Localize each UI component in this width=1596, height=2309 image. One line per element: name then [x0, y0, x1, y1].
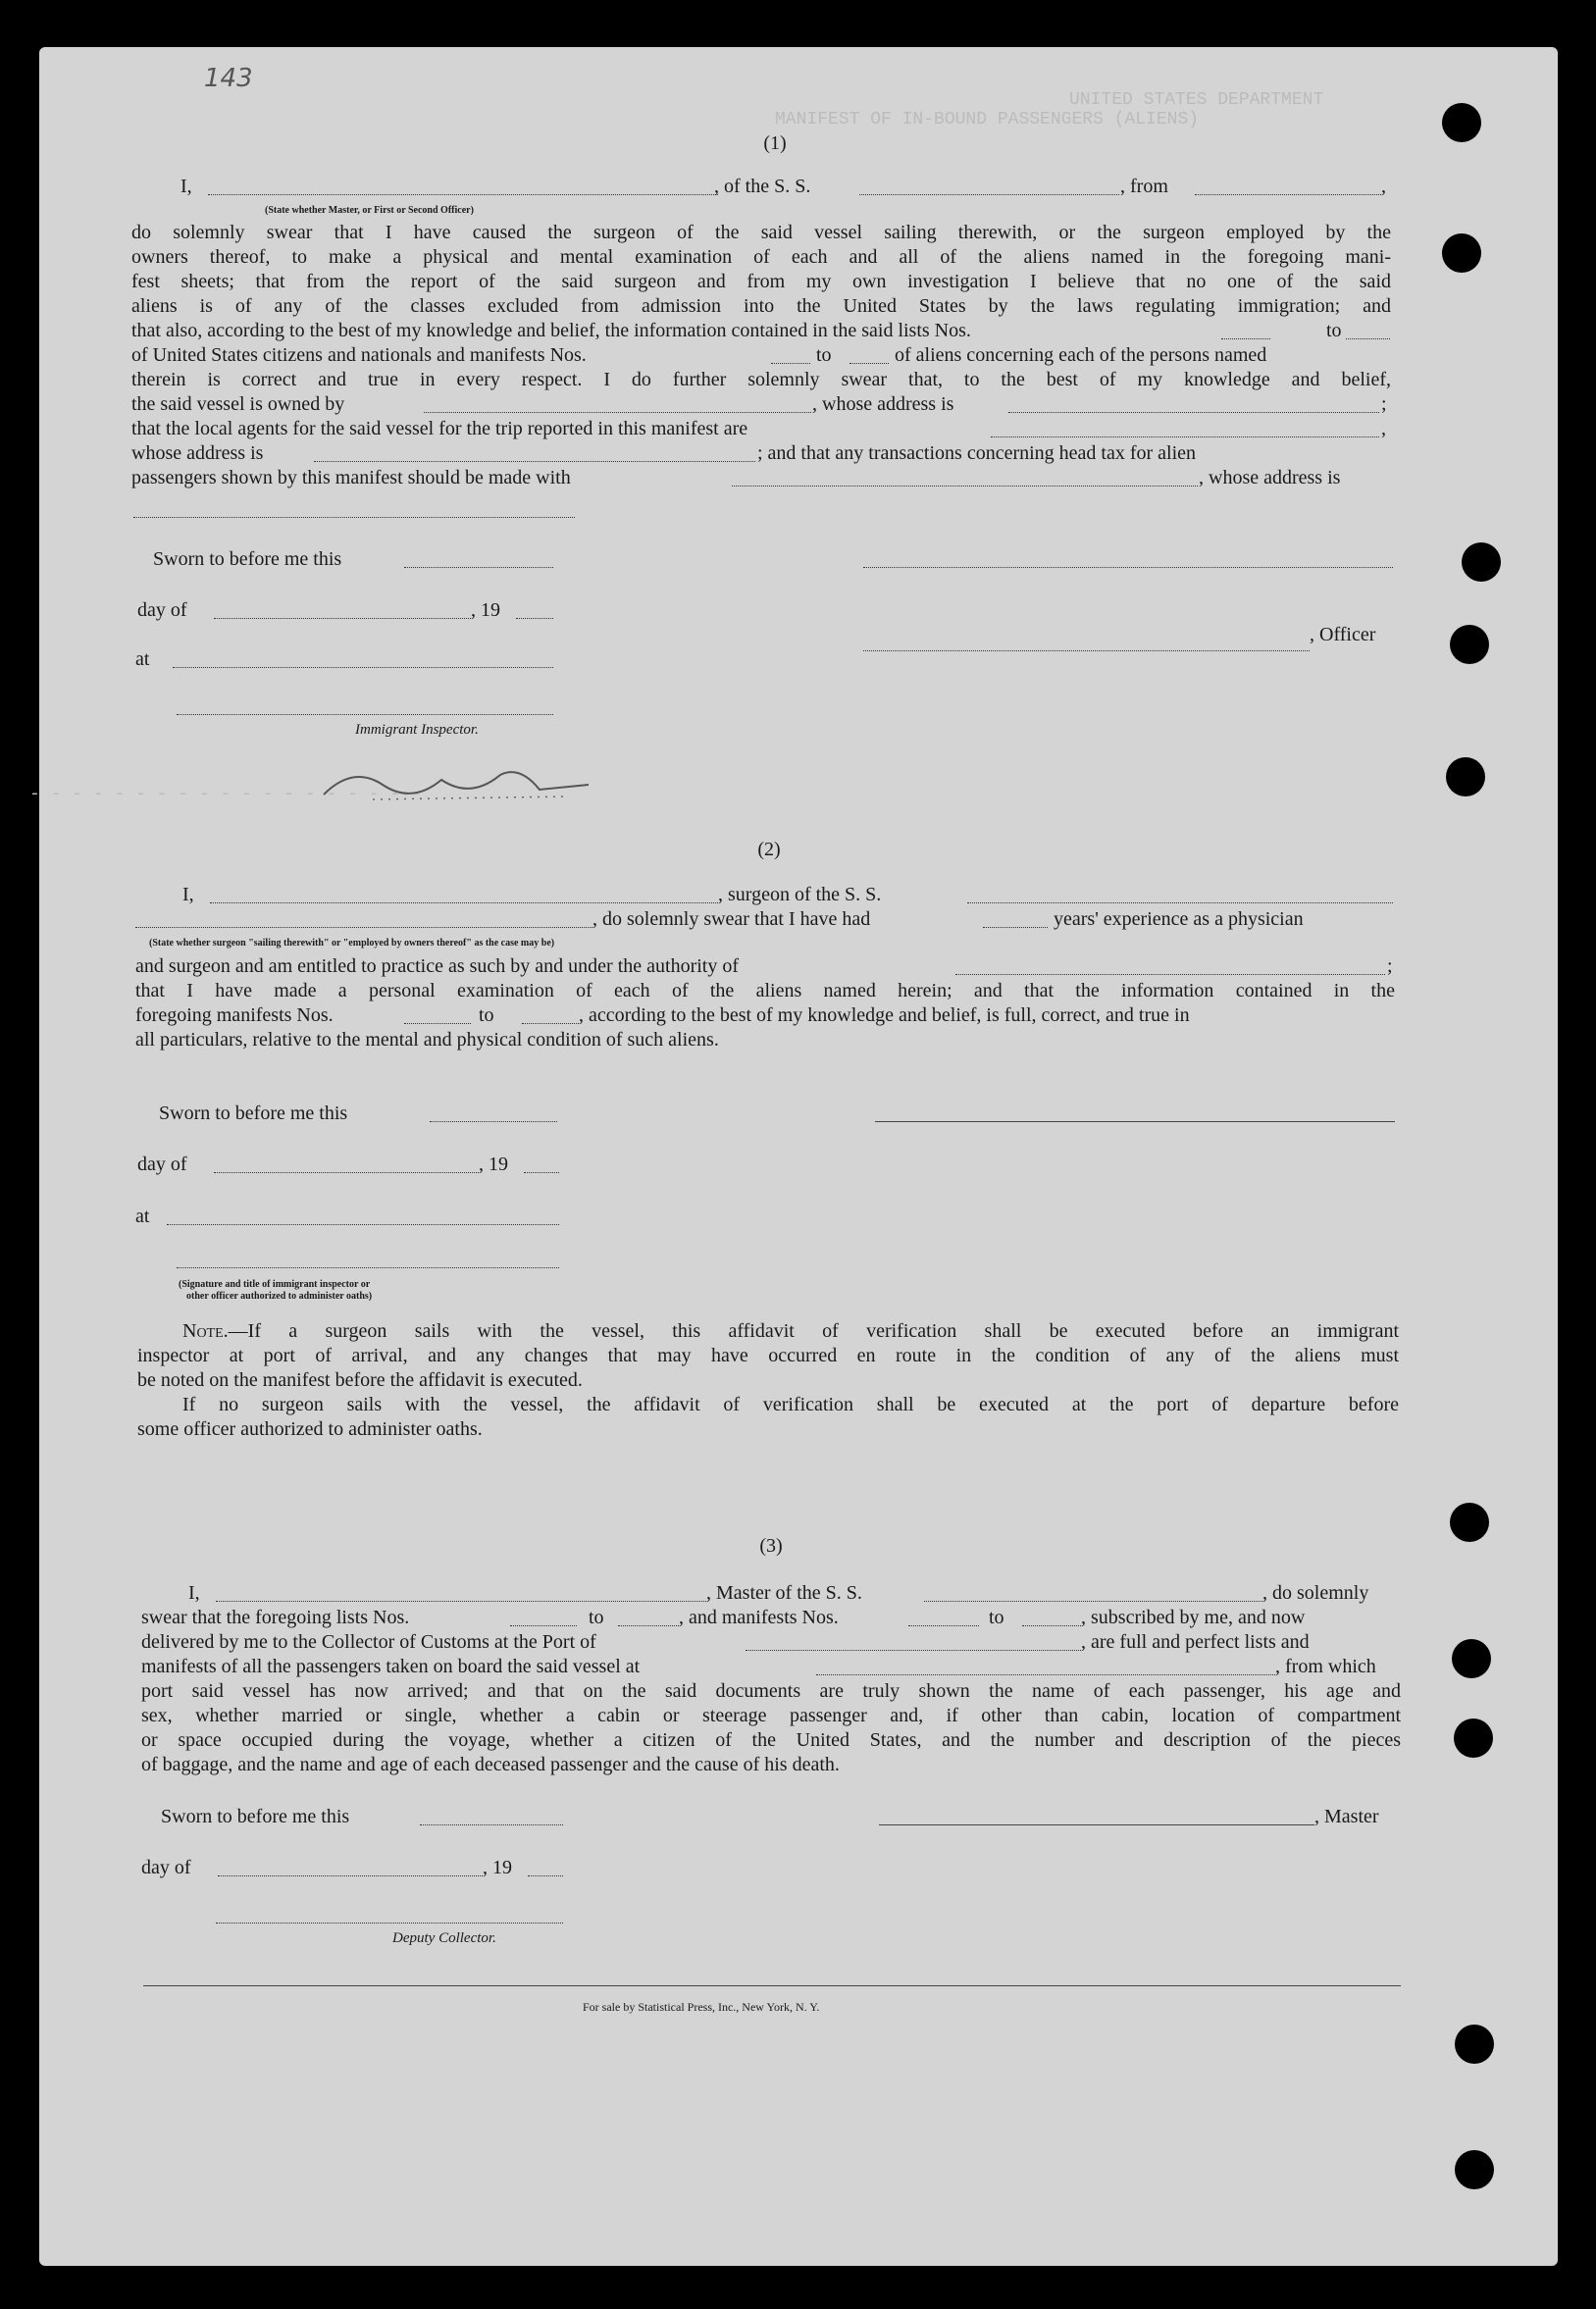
bleed-through-text: UNITED STATES DEPARTMENT: [1069, 90, 1324, 110]
section-3-line: sex, whether married or single, whether a cabin or steerage passenger and, if other than cabin, location of compartment: [141, 1705, 1401, 1726]
inspector-signature-line[interactable]: [177, 714, 553, 715]
do-solemnly-label: , do solemnly swear that I have had: [592, 908, 871, 930]
section-2-i-label: I,: [182, 884, 194, 905]
delivered-label: delivered by me to the Collector of Customs at the Port of: [141, 1631, 596, 1653]
section-1-line: passengers shown by this manifest should be made with: [131, 467, 571, 488]
section-3-line: or space occupied during the voyage, whether a citizen of the United States, and the number and description of the pieces: [141, 1729, 1401, 1751]
section-2-number: (2): [757, 839, 781, 860]
signature-line[interactable]: [863, 567, 1393, 568]
agents-address-line[interactable]: [314, 461, 755, 462]
master-label: , Master: [1314, 1806, 1379, 1827]
at-line[interactable]: [173, 667, 553, 668]
footer-text: For sale by Statistical Press, Inc., New York, N. Y.: [583, 2000, 820, 2014]
foregoing-from-line[interactable]: [404, 1023, 471, 1024]
years-experience-label: years' experience as a physician: [1054, 908, 1304, 930]
day-of-line[interactable]: [214, 1172, 479, 1173]
authority-line[interactable]: [955, 974, 1385, 975]
of-the-ss-label: , of the S. S.: [714, 176, 811, 197]
year-line[interactable]: [524, 1172, 559, 1173]
year-prefix: , 19: [483, 1857, 512, 1878]
head-tax-address-line[interactable]: [133, 517, 575, 518]
note-line: be noted on the manifest before the affidavit is executed.: [137, 1369, 583, 1391]
deputy-collector-signature-line[interactable]: [216, 1923, 563, 1924]
and-that-any-label: ; and that any transactions concerning head tax for alien: [757, 442, 1197, 464]
officer-note: (State whether Master, or First or Second Officer): [265, 205, 474, 216]
day-of-label: day of: [137, 599, 187, 621]
aliens-concerning-label: of aliens concerning each of the persons named: [895, 344, 1267, 366]
to-label: to: [816, 344, 832, 366]
port-line[interactable]: [746, 1650, 1081, 1651]
master-name-line[interactable]: [216, 1601, 706, 1602]
section-3-line: port said vessel has now arrived; and that on the said documents are truly shown the name of each passenger, his age and: [141, 1680, 1401, 1702]
head-tax-line[interactable]: [732, 486, 1198, 487]
manifests-all-label: manifests of all the passengers taken on board the said vessel at: [141, 1656, 641, 1677]
sworn-label: Sworn to before me this: [161, 1806, 350, 1827]
immigrant-inspector-label: Immigrant Inspector.: [355, 722, 479, 738]
sworn-date-line[interactable]: [420, 1824, 563, 1825]
sworn-label: Sworn to before me this: [159, 1103, 348, 1124]
at-line[interactable]: [167, 1224, 559, 1225]
semicolon: ;: [1387, 955, 1393, 977]
subscribed-label: , subscribed by me, and now: [1081, 1607, 1306, 1628]
section-3-number: (3): [759, 1535, 783, 1557]
owner-address-line[interactable]: [1008, 412, 1379, 413]
comma: ,: [1381, 176, 1386, 197]
local-agents-line[interactable]: [991, 436, 1379, 437]
surgeon-vessel-line[interactable]: [967, 902, 1393, 903]
from-port-line[interactable]: [1195, 194, 1381, 195]
officer-signature-line[interactable]: [863, 650, 1310, 651]
bleed-through-text: MANIFEST OF IN-BOUND PASSENGERS (ALIENS): [775, 110, 1200, 129]
master-of-label: , Master of the S. S.: [706, 1582, 862, 1604]
deputy-collector-label: Deputy Collector.: [392, 1930, 496, 1946]
section-1-line: do solemnly swear that I have caused the surgeon of the said vessel sailing therewith, or the surgeon employed by the: [131, 222, 1391, 243]
swear-lists-label: swear that the foregoing lists Nos.: [141, 1607, 410, 1628]
manifests-from-line[interactable]: [771, 363, 810, 364]
lists-to-line[interactable]: [1346, 338, 1390, 339]
punch-hole: [1450, 1503, 1489, 1542]
to-label: to: [479, 1004, 494, 1026]
at-label: at: [135, 1206, 150, 1227]
from-which-label: , from which: [1275, 1656, 1376, 1677]
whose-address-label: , whose address is: [812, 393, 954, 415]
full-perfect-label: , are full and perfect lists and: [1081, 1631, 1310, 1653]
note-line: some officer authorized to administer oaths.: [137, 1418, 483, 1440]
whose-address-label: , whose address is: [1199, 467, 1341, 488]
section-2-line: and surgeon and am entitled to practice as such by and under the authority of: [135, 955, 739, 977]
note-text: —If a surgeon sails with the vessel, this affidavit of verification shall be executed before an immigrant: [228, 1320, 1399, 1342]
punch-hole: [1446, 757, 1485, 796]
year-prefix: , 19: [471, 599, 500, 621]
year-line[interactable]: [528, 1875, 563, 1876]
punch-hole: [1455, 2150, 1494, 2189]
sworn-date-line[interactable]: [404, 567, 553, 568]
sworn-date-line[interactable]: [430, 1121, 557, 1122]
sworn-label: Sworn to before me this: [153, 548, 342, 570]
master-vessel-line[interactable]: [924, 1601, 1262, 1602]
and-manifests-label: , and manifests Nos.: [679, 1607, 839, 1628]
section-2-line: that I have made a personal examination of each of the aliens named herein; and that the information contained in the: [135, 980, 1395, 1001]
day-of-label: day of: [141, 1857, 191, 1878]
day-of-label: day of: [137, 1154, 187, 1175]
section-1-i-label: I,: [180, 176, 192, 197]
vessel-name-line[interactable]: [859, 194, 1119, 195]
years-line[interactable]: [983, 927, 1048, 928]
handwritten-signature: [314, 755, 608, 814]
master-signature-line[interactable]: [879, 1824, 1314, 1825]
boarding-port-line[interactable]: [816, 1674, 1275, 1675]
punch-hole: [1455, 2025, 1494, 2064]
surgeon-of-label: , surgeon of the S. S.: [718, 884, 882, 905]
surgeon-signature-line[interactable]: [875, 1121, 1395, 1122]
at-label: at: [135, 648, 150, 670]
punch-hole: [1442, 233, 1481, 273]
year-prefix: , 19: [479, 1154, 508, 1175]
section-1-number: (1): [763, 132, 787, 154]
signature-note-line: (Signature and title of immigrant inspector or: [179, 1279, 371, 1290]
foregoing-to-line[interactable]: [522, 1023, 579, 1024]
punch-hole: [1462, 542, 1501, 582]
surgeon-name-line[interactable]: [210, 902, 718, 903]
section-1-line: that also, according to the best of my knowledge and belief, the information contained in the said lists Nos.: [131, 320, 971, 341]
note-line: If no surgeon sails with the vessel, the affidavit of verification shall be executed at the port of departure before: [182, 1394, 1399, 1415]
manifests-to-line[interactable]: [849, 363, 889, 364]
to-label: to: [1326, 320, 1342, 341]
swear-lists-from-line[interactable]: [510, 1625, 577, 1626]
owner-line[interactable]: [424, 412, 811, 413]
section-1-line: that the local agents for the said vessel for the trip reported in this manifest are: [131, 418, 748, 439]
punch-hole: [1442, 103, 1481, 142]
swear-manifests-to-line[interactable]: [1022, 1625, 1081, 1626]
section-1-line: owners thereof, to make a physical and mental examination of each and all of the aliens named in the foregoing mani-: [131, 246, 1391, 268]
inspector-signature-line[interactable]: [177, 1267, 559, 1268]
section-3-i-label: I,: [188, 1582, 200, 1604]
note-line: [182, 1319, 1399, 1343]
section-2-line: foregoing manifests Nos.: [135, 1004, 334, 1026]
section-3-line: of baggage, and the name and age of each deceased passenger and the cause of his death.: [141, 1754, 840, 1775]
swear-lists-to-line[interactable]: [618, 1625, 679, 1626]
from-label: , from: [1120, 176, 1168, 197]
section-1-line: fest sheets; that from the report of the said surgeon and from my own investigation I believe that no one of the said: [131, 271, 1391, 292]
note-label: Note.: [182, 1320, 229, 1342]
punch-hole: [1450, 625, 1489, 664]
footer-rule: [143, 1985, 1401, 1986]
day-of-line[interactable]: [214, 618, 471, 619]
section-1-line: aliens is of any of the classes excluded from admission into the United States by the laws regulating immigration; and: [131, 295, 1391, 317]
surgeon-note: (State whether surgeon "sailing therewith" or "employed by owners thereof" as the case may be): [149, 938, 555, 949]
section-1-line: whose address is: [131, 442, 264, 464]
year-line[interactable]: [516, 618, 553, 619]
bleed-through-text: - - - - - - - - - - - - - - - - - - -: [29, 785, 422, 804]
to-label: to: [989, 1607, 1004, 1628]
semicolon: ;: [1381, 393, 1387, 415]
section-1-line: of United States citizens and nationals and manifests Nos.: [131, 344, 587, 366]
section-1-line: the said vessel is owned by: [131, 393, 345, 415]
surgeon-status-line[interactable]: [135, 927, 592, 928]
officer-label: , Officer: [1310, 624, 1376, 645]
note-line: inspector at port of arrival, and any changes that may have occurred en route in the condition of any of the aliens must: [137, 1345, 1399, 1366]
comma: ,: [1381, 418, 1386, 439]
to-label: to: [589, 1607, 604, 1628]
day-of-line[interactable]: [218, 1875, 483, 1876]
signature-note-line: other officer authorized to administer oaths): [186, 1291, 373, 1302]
swear-manifests-from-line[interactable]: [908, 1625, 979, 1626]
section-1-line: therein is correct and true in every respect. I do further solemnly swear that, to the best of my knowledge and belief,: [131, 369, 1391, 390]
section-2-line: , according to the best of my knowledge and belief, is full, correct, and true in: [579, 1004, 1190, 1026]
officer-name-line[interactable]: [208, 194, 718, 195]
lists-from-line[interactable]: [1221, 338, 1270, 339]
punch-hole: [1454, 1719, 1493, 1758]
do-solemnly-label: , do solemnly: [1262, 1582, 1369, 1604]
handwritten-page-number: 143: [204, 64, 253, 93]
section-2-line: all particulars, relative to the mental and physical condition of such aliens.: [135, 1029, 719, 1051]
punch-hole: [1452, 1639, 1491, 1678]
